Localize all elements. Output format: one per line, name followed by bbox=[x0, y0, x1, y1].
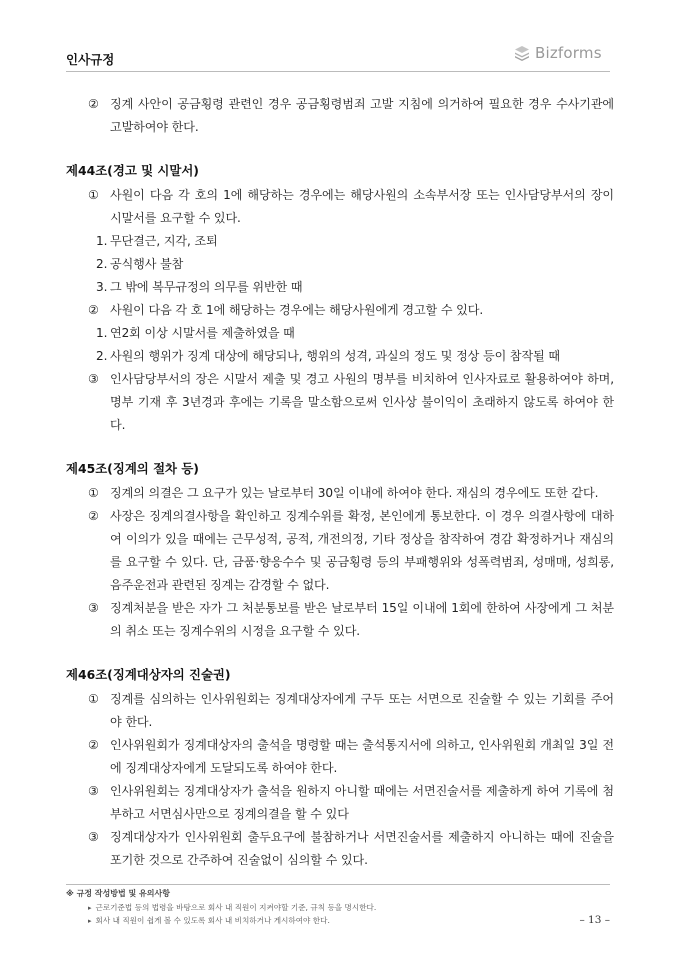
clause-text: 사장은 징계의결사항을 확인하고 징계수위를 확정, 본인에게 통보한다. 이 경우 의결사항에 대하여 이의가 있을 때에는 근무성적, 공적, 개전의정, 기타 정상을 참작하여 경감 확정하거나 재심의를 요구할 수 있다. 단, 금품·향응수수 및 공금횡령 등의 부패행위와 성폭력범죄, 성매매, 성희롱, 음주운전과 관련된 징계는 감경할 수 없다. bbox=[110, 509, 614, 592]
sub-item-marker: 3. bbox=[96, 280, 108, 294]
clause-item bbox=[66, 734, 614, 780]
clause-text: 징계의 의결은 그 요구가 있는 날로부터 30일 이내에 하여야 한다. 재심의 경우에도 또한 같다. bbox=[110, 486, 599, 500]
clause-item bbox=[66, 826, 614, 872]
article-heading: 제44조(경고 및 시말서) bbox=[66, 163, 199, 178]
logo-text: Bizforms bbox=[535, 44, 602, 62]
clause-text: 징계대상자가 인사위원회 출두요구에 불참하거나 서면진술서를 제출하지 아니하는 때에 진술을 포기한 것으로 간주하여 진술없이 심의할 수 있다. bbox=[110, 830, 614, 867]
clause-text: 징계를 심의하는 인사위원회는 징계대상자에게 구두 또는 서면으로 진술할 수 있는 기회를 주어야 한다. bbox=[110, 692, 614, 729]
sub-item bbox=[66, 253, 614, 276]
clause-text: 징계 사안이 공금횡령 관련인 경우 공금횡령범죄 고발 지침에 의거하여 필요한 경우 수사기관에 고발하여야 한다. bbox=[110, 97, 614, 134]
article-section bbox=[66, 457, 614, 643]
clause-marker: ① bbox=[88, 188, 99, 202]
clause-text: 인사담당부서의 장은 시말서 제출 및 경고 사원의 명부를 비치하여 인사자료로 활용하여야 하며, 명부 기재 후 3년경과 후에는 기록을 말소함으로써 인사상 불이익이 초래하지 않도록 하여야 한다. bbox=[110, 372, 614, 432]
layers-icon bbox=[514, 45, 530, 61]
footer-note: ▸ 근로기준법 등의 법령을 바탕으로 회사 내 직원이 지켜야할 기준, 규칙 등을 명시한다. bbox=[88, 903, 377, 912]
clause-marker: ② bbox=[88, 738, 99, 752]
sub-item-text: 그 밖에 복무규정의 의무를 위반한 때 bbox=[110, 280, 303, 294]
document-header-title: 인사규정 bbox=[66, 52, 115, 67]
sub-item bbox=[66, 230, 614, 253]
clause-item bbox=[66, 688, 614, 734]
document-body bbox=[66, 93, 614, 872]
footer-divider bbox=[66, 884, 610, 885]
clause-marker: ② bbox=[88, 97, 99, 111]
clause-marker: ① bbox=[88, 692, 99, 706]
clause-marker: ③ bbox=[88, 830, 99, 844]
sub-item bbox=[66, 345, 614, 368]
clause-marker: ① bbox=[88, 486, 99, 500]
clause-item bbox=[66, 299, 614, 322]
sub-item-text: 공식행사 불참 bbox=[110, 257, 184, 271]
clause-text: 인사위원회가 징계대상자의 출석을 명령할 때는 출석통지서에 의하고, 인사위원회 개최일 3일 전에 징계대상자에게 도달되도록 하여야 한다. bbox=[110, 738, 614, 775]
clause-marker: ② bbox=[88, 303, 99, 317]
article-heading: 제45조(징계의 절차 등) bbox=[66, 461, 199, 476]
sub-item bbox=[66, 322, 614, 345]
header-divider bbox=[66, 71, 610, 72]
clause-item bbox=[66, 184, 614, 230]
clause-text: 인사위원회는 징계대상자가 출석을 원하지 아니할 때에는 서면진술서를 제출하게 하여 기록에 첨부하고 서면심사만으로 징계의결을 할 수 있다 bbox=[110, 784, 614, 821]
footer-note: ▸ 회사 내 직원이 쉽게 볼 수 있도록 회사 내 비치하거나 게시하여야 한다. bbox=[88, 916, 330, 925]
sub-item-text: 무단결근, 지각, 조퇴 bbox=[110, 234, 218, 248]
clause-marker: ② bbox=[88, 509, 99, 523]
clause-item bbox=[66, 597, 614, 643]
bizforms-logo bbox=[514, 44, 602, 62]
clause-marker: ③ bbox=[88, 601, 99, 615]
clause-item bbox=[66, 368, 614, 437]
triangle-right-icon: ▸ bbox=[88, 917, 92, 925]
sub-item-marker: 1. bbox=[96, 326, 108, 340]
article-section bbox=[66, 663, 614, 872]
clause-item bbox=[66, 482, 614, 505]
clause-text: 사원이 다음 각 호의 1에 해당하는 경우에는 해당사원의 소속부서장 또는 인사담당부서의 장이 시말서를 요구할 수 있다. bbox=[110, 188, 614, 225]
sub-item-marker: 2. bbox=[96, 257, 108, 271]
clause-item bbox=[66, 93, 614, 139]
sub-item-text: 사원의 행위가 징계 대상에 해당되나, 행위의 성격, 과실의 정도 및 정상 등이 참작될 때 bbox=[110, 349, 560, 363]
sub-item-marker: 1. bbox=[96, 234, 108, 248]
triangle-right-icon: ▸ bbox=[88, 904, 92, 912]
clause-marker: ③ bbox=[88, 784, 99, 798]
clause-item bbox=[66, 780, 614, 826]
clause-text: 징계처분을 받은 자가 그 처분통보를 받은 날로부터 15일 이내에 1회에 한하여 사장에게 그 처분의 취소 또는 징계수위의 시정을 요구할 수 있다. bbox=[110, 601, 614, 638]
sub-item bbox=[66, 276, 614, 299]
article-section bbox=[66, 159, 614, 437]
clause-text: 사원이 다음 각 호 1에 해당하는 경우에는 해당사원에게 경고할 수 있다. bbox=[110, 303, 484, 317]
article-heading: 제46조(징계대상자의 진술권) bbox=[66, 667, 231, 682]
sub-item-text: 연2회 이상 시말서를 제출하였을 때 bbox=[110, 326, 295, 340]
clause-marker: ③ bbox=[88, 372, 99, 386]
clause-item bbox=[66, 505, 614, 597]
notes-title: ※ 규정 작성방법 및 유의사항 bbox=[66, 889, 170, 898]
sub-item-marker: 2. bbox=[96, 349, 108, 363]
page-number: – 13 – bbox=[579, 914, 610, 926]
